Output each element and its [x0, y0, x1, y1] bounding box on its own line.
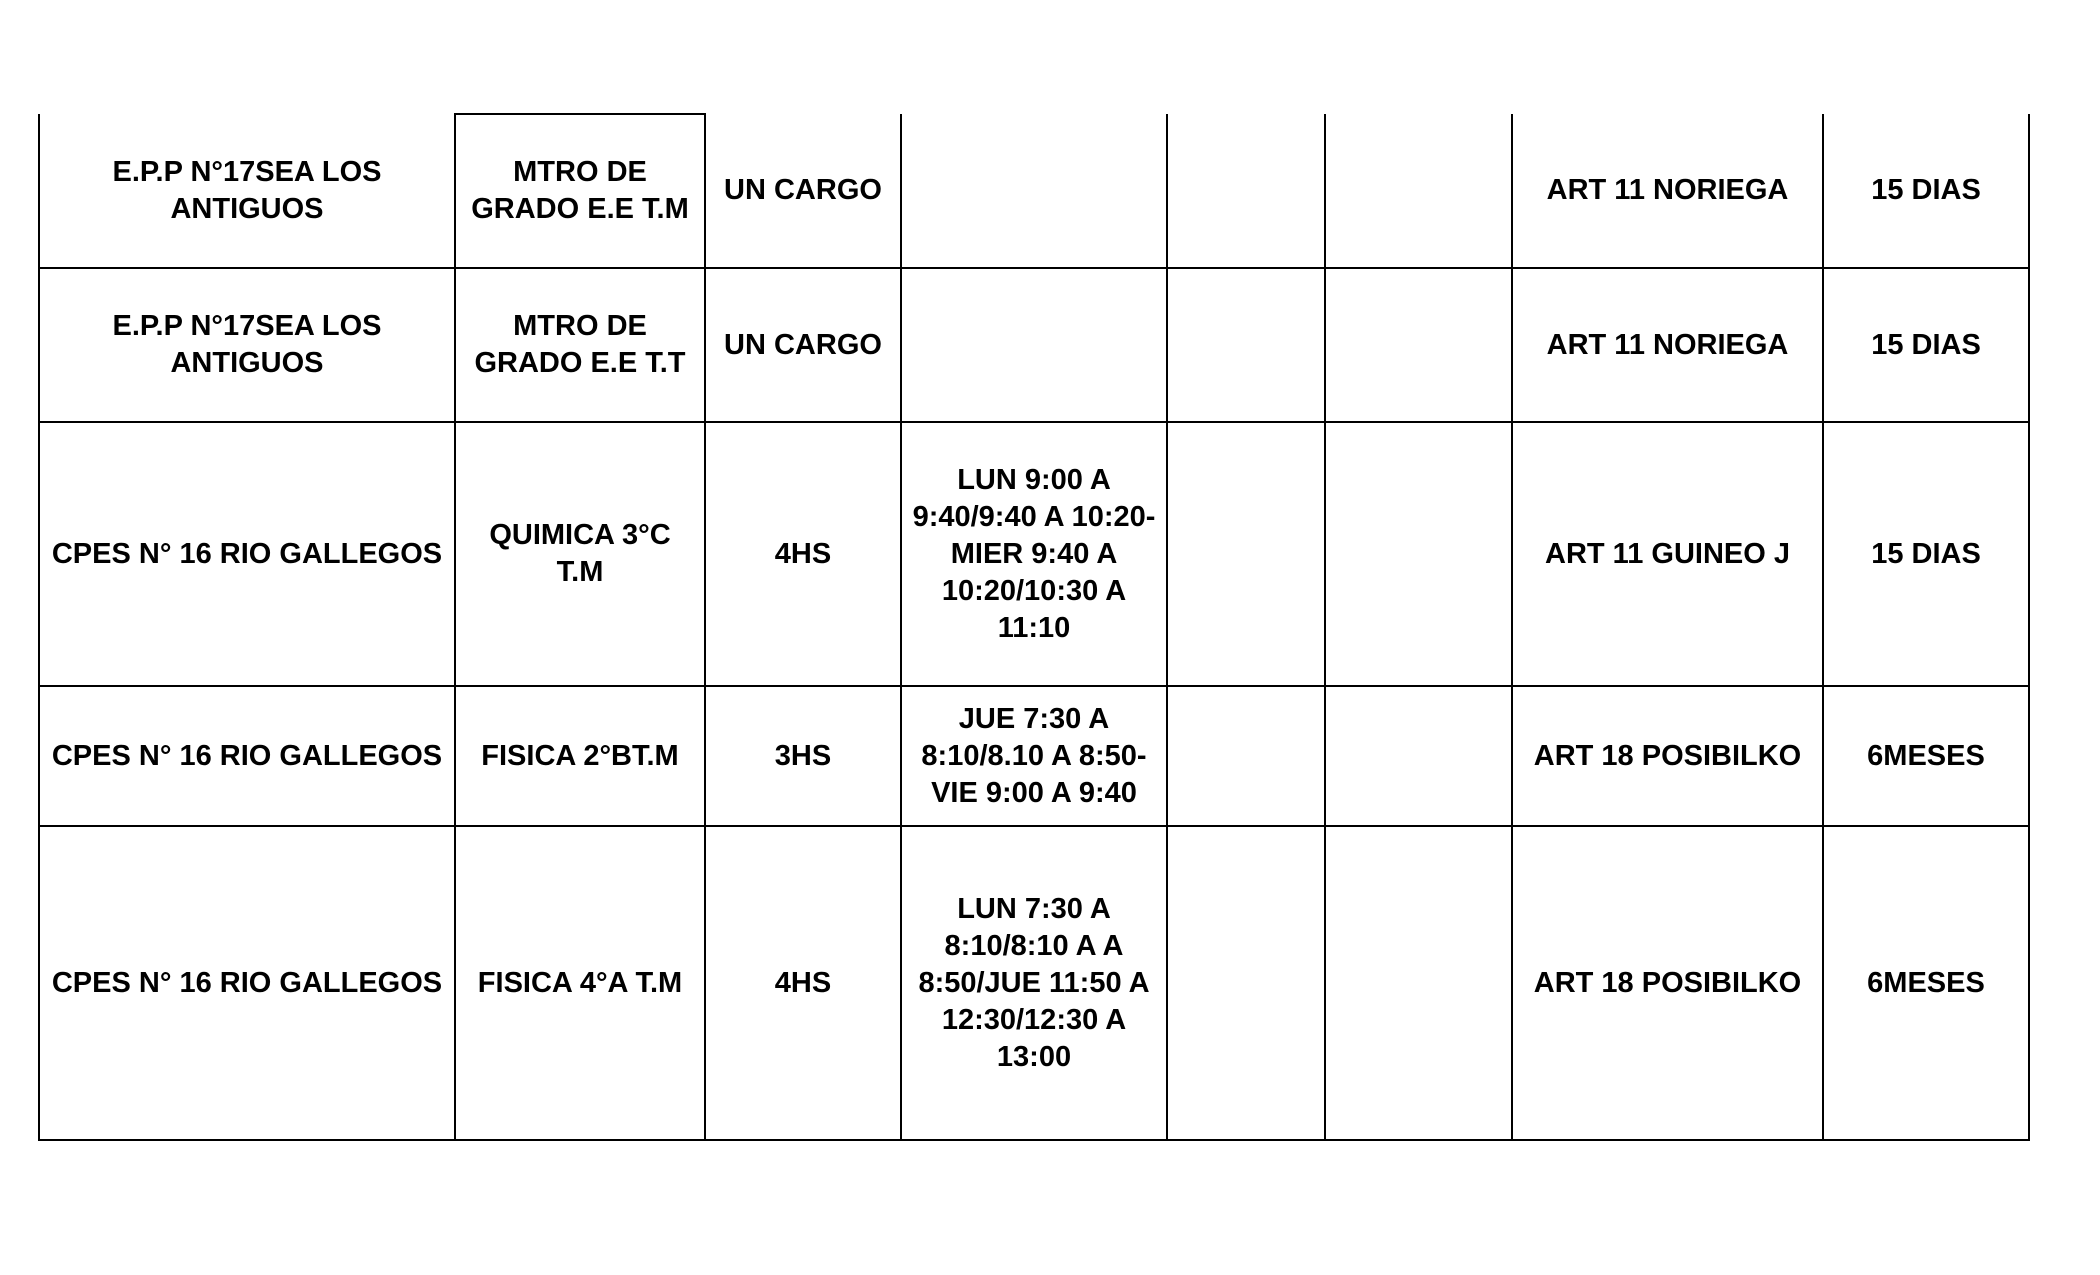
articulo-cell: ART 11 GUINEO J: [1512, 422, 1823, 686]
empty-cell: [1325, 114, 1512, 268]
horario-cell: LUN 7:30 A 8:10/8:10 A A 8:50/JUE 11:50 A 12:30/12:30 A 13:00: [901, 826, 1167, 1140]
empty-cell: [1325, 686, 1512, 826]
establecimiento-cell: CPES N° 16 RIO GALLEGOS: [39, 686, 455, 826]
table-row: [39, 268, 2029, 422]
empty-cell: [1325, 826, 1512, 1140]
articulo-cell: ART 18 POSIBILKO: [1512, 826, 1823, 1140]
table-row: [39, 114, 2029, 268]
horario-cell: LUN 9:00 A 9:40/9:40 A 10:20-MIER 9:40 A 10:20/10:30 A 11:10: [901, 422, 1167, 686]
establecimiento-cell: E.P.P N°17SEA LOS ANTIGUOS: [39, 268, 455, 422]
cargo-cell: MTRO DE GRADO E.E T.M: [455, 114, 705, 268]
empty-cell: [1167, 268, 1325, 422]
table-row: [39, 686, 2029, 826]
designations-table-wrapper: [38, 113, 2030, 1141]
duracion-cell: 6MESES: [1823, 826, 2029, 1140]
duracion-cell: 15 DIAS: [1823, 114, 2029, 268]
cargo-cell: QUIMICA 3°C T.M: [455, 422, 705, 686]
designations-table: [38, 113, 2030, 1141]
table-row: [39, 422, 2029, 686]
horario-cell: [901, 114, 1167, 268]
duracion-cell: 15 DIAS: [1823, 422, 2029, 686]
horas-cell: UN CARGO: [705, 268, 901, 422]
table-row: [39, 826, 2029, 1140]
establecimiento-cell: E.P.P N°17SEA LOS ANTIGUOS: [39, 114, 455, 268]
empty-cell: [1167, 826, 1325, 1140]
articulo-cell: ART 11 NORIEGA: [1512, 268, 1823, 422]
articulo-cell: ART 18 POSIBILKO: [1512, 686, 1823, 826]
articulo-cell: ART 11 NORIEGA: [1512, 114, 1823, 268]
establecimiento-cell: CPES N° 16 RIO GALLEGOS: [39, 422, 455, 686]
horas-cell: 4HS: [705, 422, 901, 686]
empty-cell: [1167, 686, 1325, 826]
cargo-cell: MTRO DE GRADO E.E T.T: [455, 268, 705, 422]
horario-cell: [901, 268, 1167, 422]
duracion-cell: 6MESES: [1823, 686, 2029, 826]
horario-cell: JUE 7:30 A 8:10/8.10 A 8:50-VIE 9:00 A 9:40: [901, 686, 1167, 826]
horas-cell: UN CARGO: [705, 114, 901, 268]
horas-cell: 3HS: [705, 686, 901, 826]
duracion-cell: 15 DIAS: [1823, 268, 2029, 422]
cargo-cell: FISICA 2°BT.M: [455, 686, 705, 826]
horas-cell: 4HS: [705, 826, 901, 1140]
empty-cell: [1325, 422, 1512, 686]
cargo-cell: FISICA 4°A T.M: [455, 826, 705, 1140]
empty-cell: [1325, 268, 1512, 422]
empty-cell: [1167, 422, 1325, 686]
empty-cell: [1167, 114, 1325, 268]
establecimiento-cell: CPES N° 16 RIO GALLEGOS: [39, 826, 455, 1140]
